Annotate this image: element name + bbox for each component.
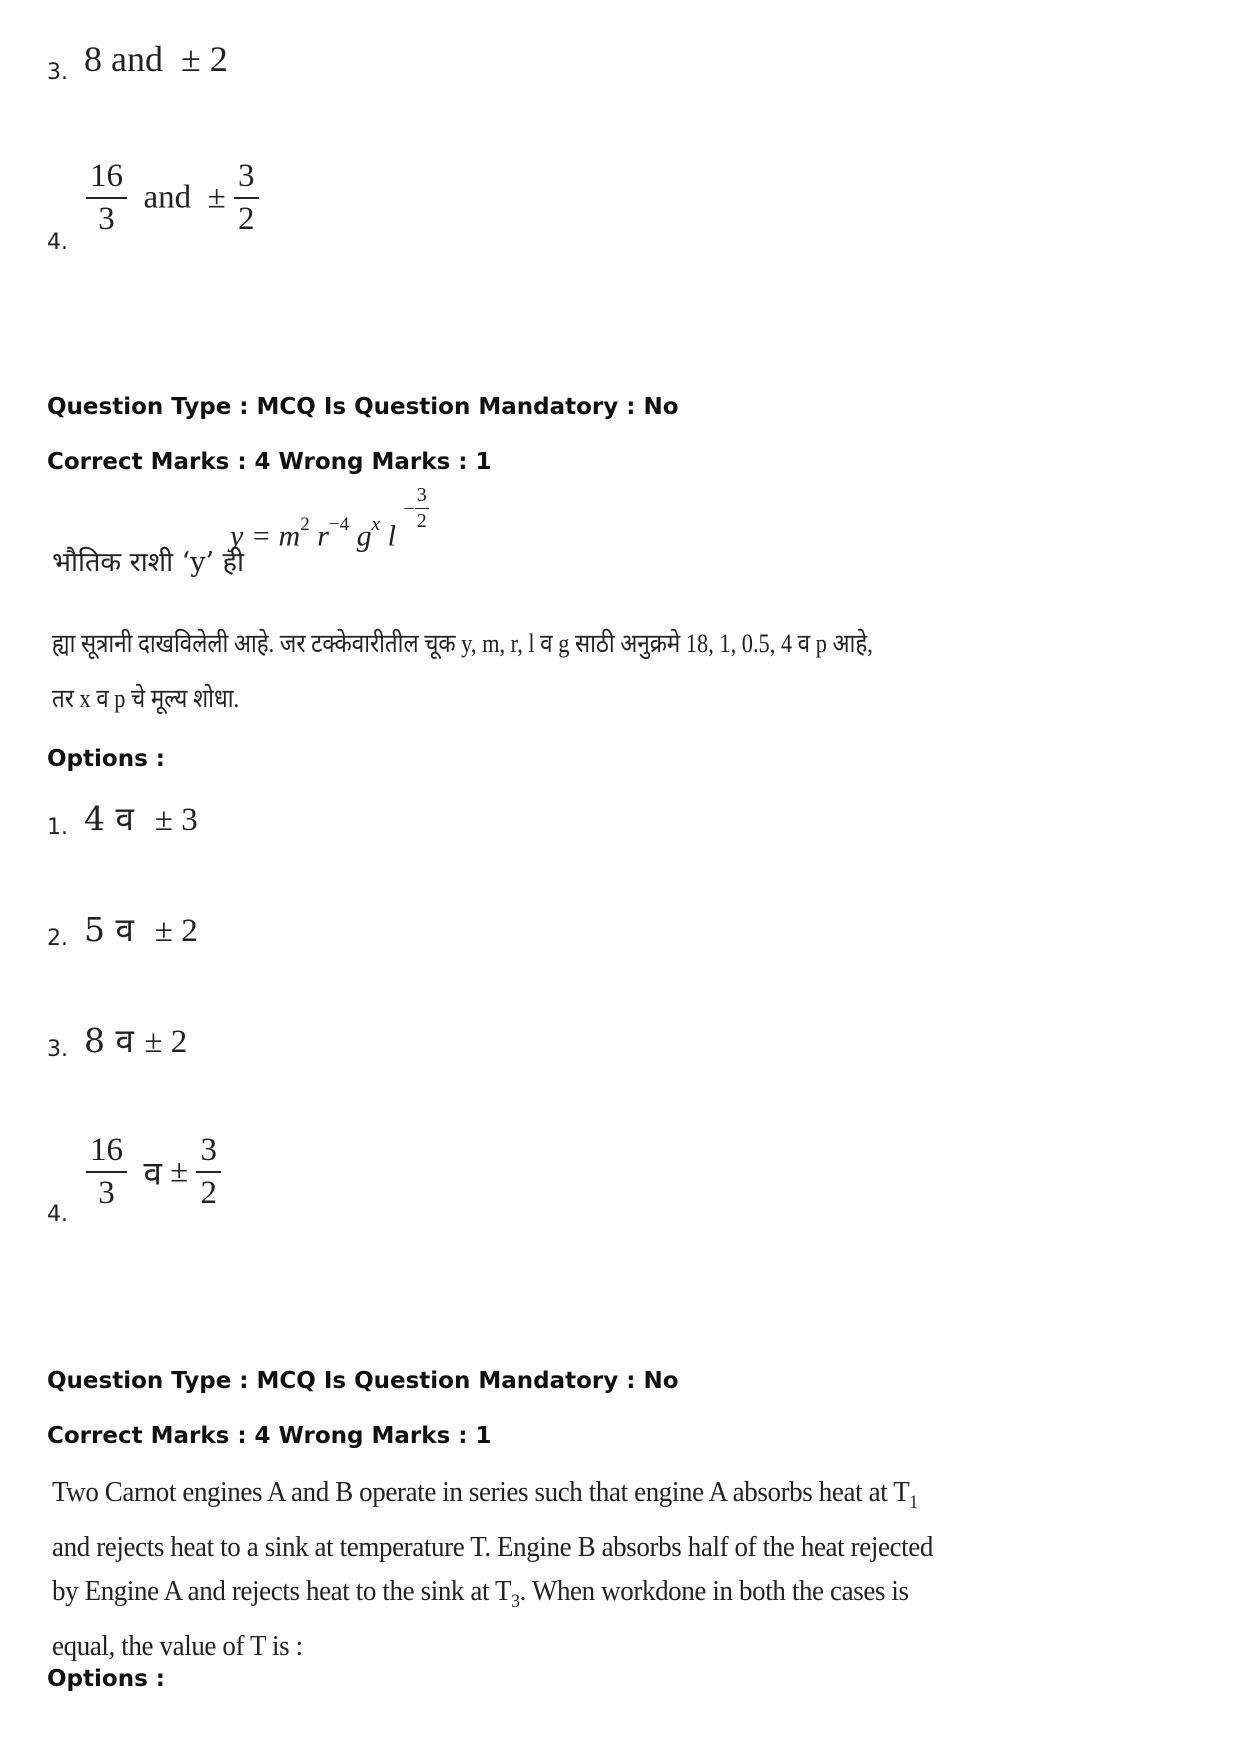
option-main: 8 and (84, 39, 163, 79)
question-equation: $y = m^2$ $r^{-4}$ $g^x$ l − $\frac{3}{2}$ (230, 484, 427, 553)
option-conj: and (143, 179, 192, 216)
marks-line: Correct Marks : 4 Wrong Marks : 1 (47, 1423, 492, 1449)
option-number: 4. (47, 1202, 68, 1227)
question-text: Two Carnot engines A and B operate in series such that engine A absorbs heat at $T_1$ and rejects heat to a sink at temperature T. Engine B absorbs half of the heat rejected by Engine A and rejects heat to the sink at $T_3$. When workdone in both the cases is equal, the value of T is : (52, 1476, 934, 1662)
option-conj: व (143, 1153, 162, 1193)
option-number: 2. (47, 926, 68, 951)
exponent-fraction: $\frac{3}{2}$ (416, 484, 427, 532)
options-label: Options : (47, 746, 165, 772)
question-intro: भौतिक राशी ‘y’ ही (52, 547, 244, 578)
option-number: 1. (47, 815, 68, 840)
option-number: 3. (47, 1037, 68, 1062)
fraction: $\frac{16}{3}$ (86, 1134, 127, 1210)
fraction: $\frac{3}{2}$ (234, 160, 259, 236)
option-text: 4 व ± 3 (84, 799, 198, 838)
option-pm: ± (170, 1153, 189, 1190)
question-line-3: तर x व p चे मूल्य शोधा. (52, 684, 240, 713)
option-text (86, 160, 259, 236)
option-text (86, 1134, 221, 1210)
fraction: $\frac{3}{2}$ (196, 1134, 221, 1210)
fraction: $\frac{16}{3}$ (86, 160, 127, 236)
marks-line: Correct Marks : 4 Wrong Marks : 1 (47, 449, 492, 475)
option-number: 3. (47, 60, 68, 85)
option-pm: ± (207, 179, 226, 216)
option-text: 5 व ± 2 (84, 910, 198, 949)
question-type-line: Question Type : MCQ Is Question Mandatory : No (47, 394, 679, 420)
option-text (84, 38, 228, 80)
option-pm: ± 2 (180, 39, 228, 79)
options-label: Options : (47, 1666, 165, 1692)
question-type-line: Question Type : MCQ Is Question Mandatory : No (47, 1368, 679, 1394)
option-number: 4. (47, 230, 68, 255)
question-line-2: ह्या सूत्रानी दाखविलेली आहे. जर टक्केवारीतील चूक y, m, r, l व g साठी अनुक्रमे 18, 1, 0.5, 4 व p आहे, (52, 629, 873, 658)
option-text: 8 व ± 2 (84, 1021, 188, 1060)
